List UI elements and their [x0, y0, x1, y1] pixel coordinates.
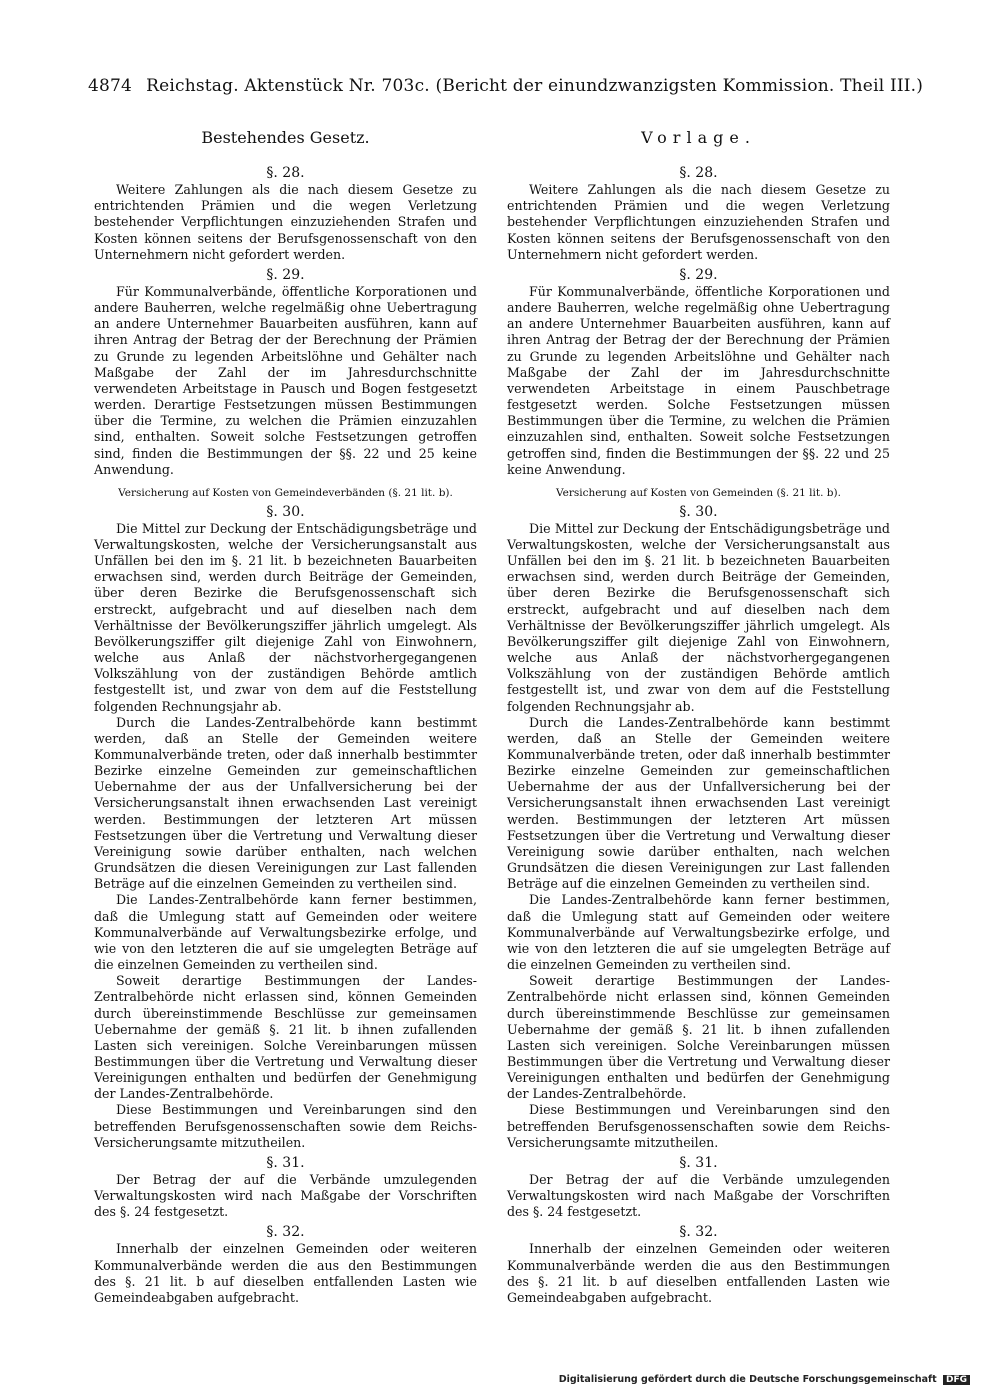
- section-heading: §. 31.: [679, 1154, 718, 1171]
- section-heading: §. 32.: [266, 1224, 305, 1241]
- section-heading: §. 30.: [679, 503, 718, 520]
- column-title: Vorlage.: [641, 128, 756, 147]
- paragraph: Diese Bestimmungen und Vereinbarungen sind den betreffenden Berufsgenossenschaften sowie dem Reichs-Versicherungsamte mitzutheilen.: [94, 1102, 477, 1150]
- paragraph: Innerhalb der einzelnen Gemeinden oder weiteren Kommunalverbände werden die aus den Bestimmungen des §. 21 lit. b auf dieselben entfallenden Lasten wie Gemeindeabgaben aufgebracht.: [94, 1241, 477, 1305]
- subheading: Versicherung auf Kosten von Gemeindeverbänden (§. 21 lit. b).: [118, 486, 453, 499]
- column-existing-law: [94, 130, 477, 1306]
- paragraph: Die Mittel zur Deckung der Entschädigungsbeträge und Verwaltungskosten, welche der Versicherungsanstalt aus Unfällen bei den im §. 21 lit. b bezeichneten Bauarbeiten erwachsen sind, werden durch Beiträge der Gemeinden, über deren Bezirke die Berufsgenossenschaft sich erstreckt, aufgebracht und auf dieselben nach dem Verhältnisse der Bevölkerungsziffer jährlich umgelegt. Als Bevölkerungsziffer gilt diejenige Zahl von Einwohnern, welche aus Anlaß der nächstvorhergegangenen Volkszählung von der zuständigen Behörde amtlich festgestellt ist, und zwar von dem auf die Feststellung folgenden Rechnungsjahr ab.: [507, 520, 890, 714]
- paragraph: Diese Bestimmungen und Vereinbarungen sind den betreffenden Berufsgenossenschaften sowie dem Reichs-Versicherungsamte mitzutheilen.: [507, 1102, 890, 1150]
- paragraph: Weitere Zahlungen als die nach diesem Gesetze zu entrichtenden Prämien und die wegen Verletzung bestehender Verpflichtungen einzuziehenden Strafen und Kosten können seitens der Berufsgenossenschaft von den Unternehmern nicht gefordert werden.: [94, 182, 477, 262]
- paragraph: Weitere Zahlungen als die nach diesem Gesetze zu entrichtenden Prämien und die wegen Verletzung bestehender Verpflichtungen einzuziehenden Strafen und Kosten können seitens der Berufsgenossenschaft von den Unternehmern nicht gefordert werden.: [507, 182, 890, 262]
- paragraph: Die Landes-Zentralbehörde kann ferner bestimmen, daß die Umlegung statt auf Gemeinden oder weitere Kommunalverbände auf Verwaltungsbezirke erfolge, und wie von den letzteren die auf sie umgelegten Beträge auf die einzelnen Gemeinden zu vertheilen sind.: [507, 892, 890, 973]
- paragraph: Der Betrag der auf die Verbände umzulegenden Verwaltungskosten wird nach Maßgabe der Vorschriften des §. 24 festgesetzt.: [94, 1171, 477, 1220]
- section-heading: §. 29.: [679, 266, 718, 283]
- column-proposal: [507, 130, 890, 1306]
- subheading: Versicherung auf Kosten von Gemeinden (§. 21 lit. b).: [556, 486, 841, 499]
- column-title: Bestehendes Gesetz.: [201, 128, 370, 147]
- page-number: 4874: [88, 76, 133, 96]
- dfg-logo: DFG: [943, 1375, 970, 1385]
- digitization-credit: [559, 1374, 970, 1385]
- paragraph: Innerhalb der einzelnen Gemeinden oder weiteren Kommunalverbände werden die aus den Bestimmungen des §. 21 lit. b auf dieselben entfallenden Lasten wie Gemeindeabgaben aufgebracht.: [507, 1241, 890, 1305]
- paragraph: Für Kommunalverbände, öffentliche Korporationen und andere Bauherren, welche regelmäßig ohne Uebertragung an andere Unternehmer Bauarbeiten ausführen, kann auf ihren Antrag der Betrag der der Berechnung der Prämien zu Grunde zu legenden Arbeitslöhne und Gehälter nach Maßgabe der Zahl der im Jahresdurchschnitte verwendeten Arbeitstage in Pausch und Bogen festgesetzt werden. Derartige Festsetzungen müssen Bestimmungen über die Termine, zu welchen die Prämien einzuzahlen sind, enthalten. Soweit solche Festsetzungen getroffen sind, finden die Bestimmungen der §§. 22 und 25 keine Anwendung.: [94, 283, 477, 477]
- running-title: Reichstag. Aktenstück Nr. 703c. (Bericht der einundzwanzigsten Kommission. Theil III.): [146, 76, 924, 96]
- paragraph: Soweit derartige Bestimmungen der Landes-Zentralbehörde nicht erlassen sind, können Gemeinden durch übereinstimmende Beschlüsse zur gemeinsamen Uebernahme der gemäß §. 21 lit. b ihnen zufallenden Lasten sich vereinigen. Solche Vereinbarungen müssen Bestimmungen über die Vertretung und Verwaltung dieser Vereinigungen enthalten und bedürfen der Genehmigung der Landes-Zentralbehörde.: [94, 973, 477, 1102]
- paragraph: Der Betrag der auf die Verbände umzulegenden Verwaltungskosten wird nach Maßgabe der Vorschriften des §. 24 festgesetzt.: [507, 1171, 890, 1220]
- paragraph: Für Kommunalverbände, öffentliche Korporationen und andere Bauherren, welche regelmäßig ohne Uebertragung an andere Unternehmer Bauarbeiten ausführen, kann auf ihren Antrag der Betrag der der Berechnung der Prämien zu Grunde zu legenden Arbeitslöhne und Gehälter nach Maßgabe der Zahl der im Jahresdurchschnitte verwendeten Arbeitstage in einem Pauschbetrage festgesetzt werden. Solche Festsetzungen müssen Bestimmungen über die Termine, zu welchen die Prämien einzuzahlen sind, enthalten. Soweit solche Festsetzungen getroffen sind, finden die Bestimmungen der §§. 22 und 25 keine Anwendung.: [507, 283, 890, 477]
- credit-text: Digitalisierung gefördert durch die Deutsche Forschungsgemeinschaft: [558, 1374, 937, 1385]
- page-header: [88, 76, 924, 96]
- section-heading: §. 28.: [266, 165, 305, 182]
- paragraph: Die Landes-Zentralbehörde kann ferner bestimmen, daß die Umlegung statt auf Gemeinden oder weitere Kommunalverbände auf Verwaltungsbezirke erfolge, und wie von den letzteren die auf sie umgelegten Beträge auf die einzelnen Gemeinden zu vertheilen sind.: [94, 892, 477, 973]
- paragraph: Soweit derartige Bestimmungen der Landes-Zentralbehörde nicht erlassen sind, können Gemeinden durch übereinstimmende Beschlüsse zur gemeinsamen Uebernahme der gemäß §. 21 lit. b ihnen zufallenden Lasten sich vereinigen. Solche Vereinbarungen müssen Bestimmungen über die Vertretung und Verwaltung dieser Vereinigungen enthalten und bedürfen der Genehmigung der Landes-Zentralbehörde.: [507, 973, 890, 1102]
- paragraph: Die Mittel zur Deckung der Entschädigungsbeträge und Verwaltungskosten, welche der Versicherungsanstalt aus Unfällen bei den im §. 21 lit. b bezeichneten Bauarbeiten erwachsen sind, werden durch Beiträge der Gemeinden, über deren Bezirke die Berufsgenossenschaft sich erstreckt, aufgebracht und auf dieselben nach dem Verhältnisse der Bevölkerungsziffer jährlich umgelegt. Als Bevölkerungsziffer gilt diejenige Zahl von Einwohnern, welche aus Anlaß der nächstvorhergegangenen Volkszählung von der zuständigen Behörde amtlich festgestellt ist, und zwar von dem auf die Feststellung folgenden Rechnungsjahr ab.: [94, 520, 477, 714]
- section-heading: §. 30.: [266, 503, 305, 520]
- section-heading: §. 32.: [679, 1224, 718, 1241]
- section-heading: §. 31.: [266, 1154, 305, 1171]
- section-heading: §. 29.: [266, 266, 305, 283]
- paragraph: Durch die Landes-Zentralbehörde kann bestimmt werden, daß an Stelle der Gemeinden weitere Kommunalverbände treten, oder daß innerhalb bestimmter Bezirke einzelne Gemeinden zur gemeinschaftlichen Uebernahme der aus der Unfallversicherung bei der Versicherungsanstalt ihnen erwachsenden Last vereinigt werden. Bestimmungen der letzteren Art müssen Festsetzungen über die Vertretung und Verwaltung dieser Vereinigung sowie darüber enthalten, nach welchen Grundsätzen die diesen Vereinigungen zur Last fallenden Beträge auf die einzelnen Gemeinden zu vertheilen sind.: [507, 714, 890, 892]
- section-heading: §. 28.: [679, 165, 718, 182]
- paragraph: Durch die Landes-Zentralbehörde kann bestimmt werden, daß an Stelle der Gemeinden weitere Kommunalverbände treten, oder daß innerhalb bestimmter Bezirke einzelne Gemeinden zur gemeinschaftlichen Uebernahme der aus der Unfallversicherung bei der Versicherungsanstalt ihnen erwachsenden Last vereinigt werden. Bestimmungen der letzteren Art müssen Festsetzungen über die Vertretung und Verwaltung dieser Vereinigung sowie darüber enthalten, nach welchen Grundsätzen die diesen Vereinigungen zur Last fallenden Beträge auf die einzelnen Gemeinden zu vertheilen sind.: [94, 714, 477, 892]
